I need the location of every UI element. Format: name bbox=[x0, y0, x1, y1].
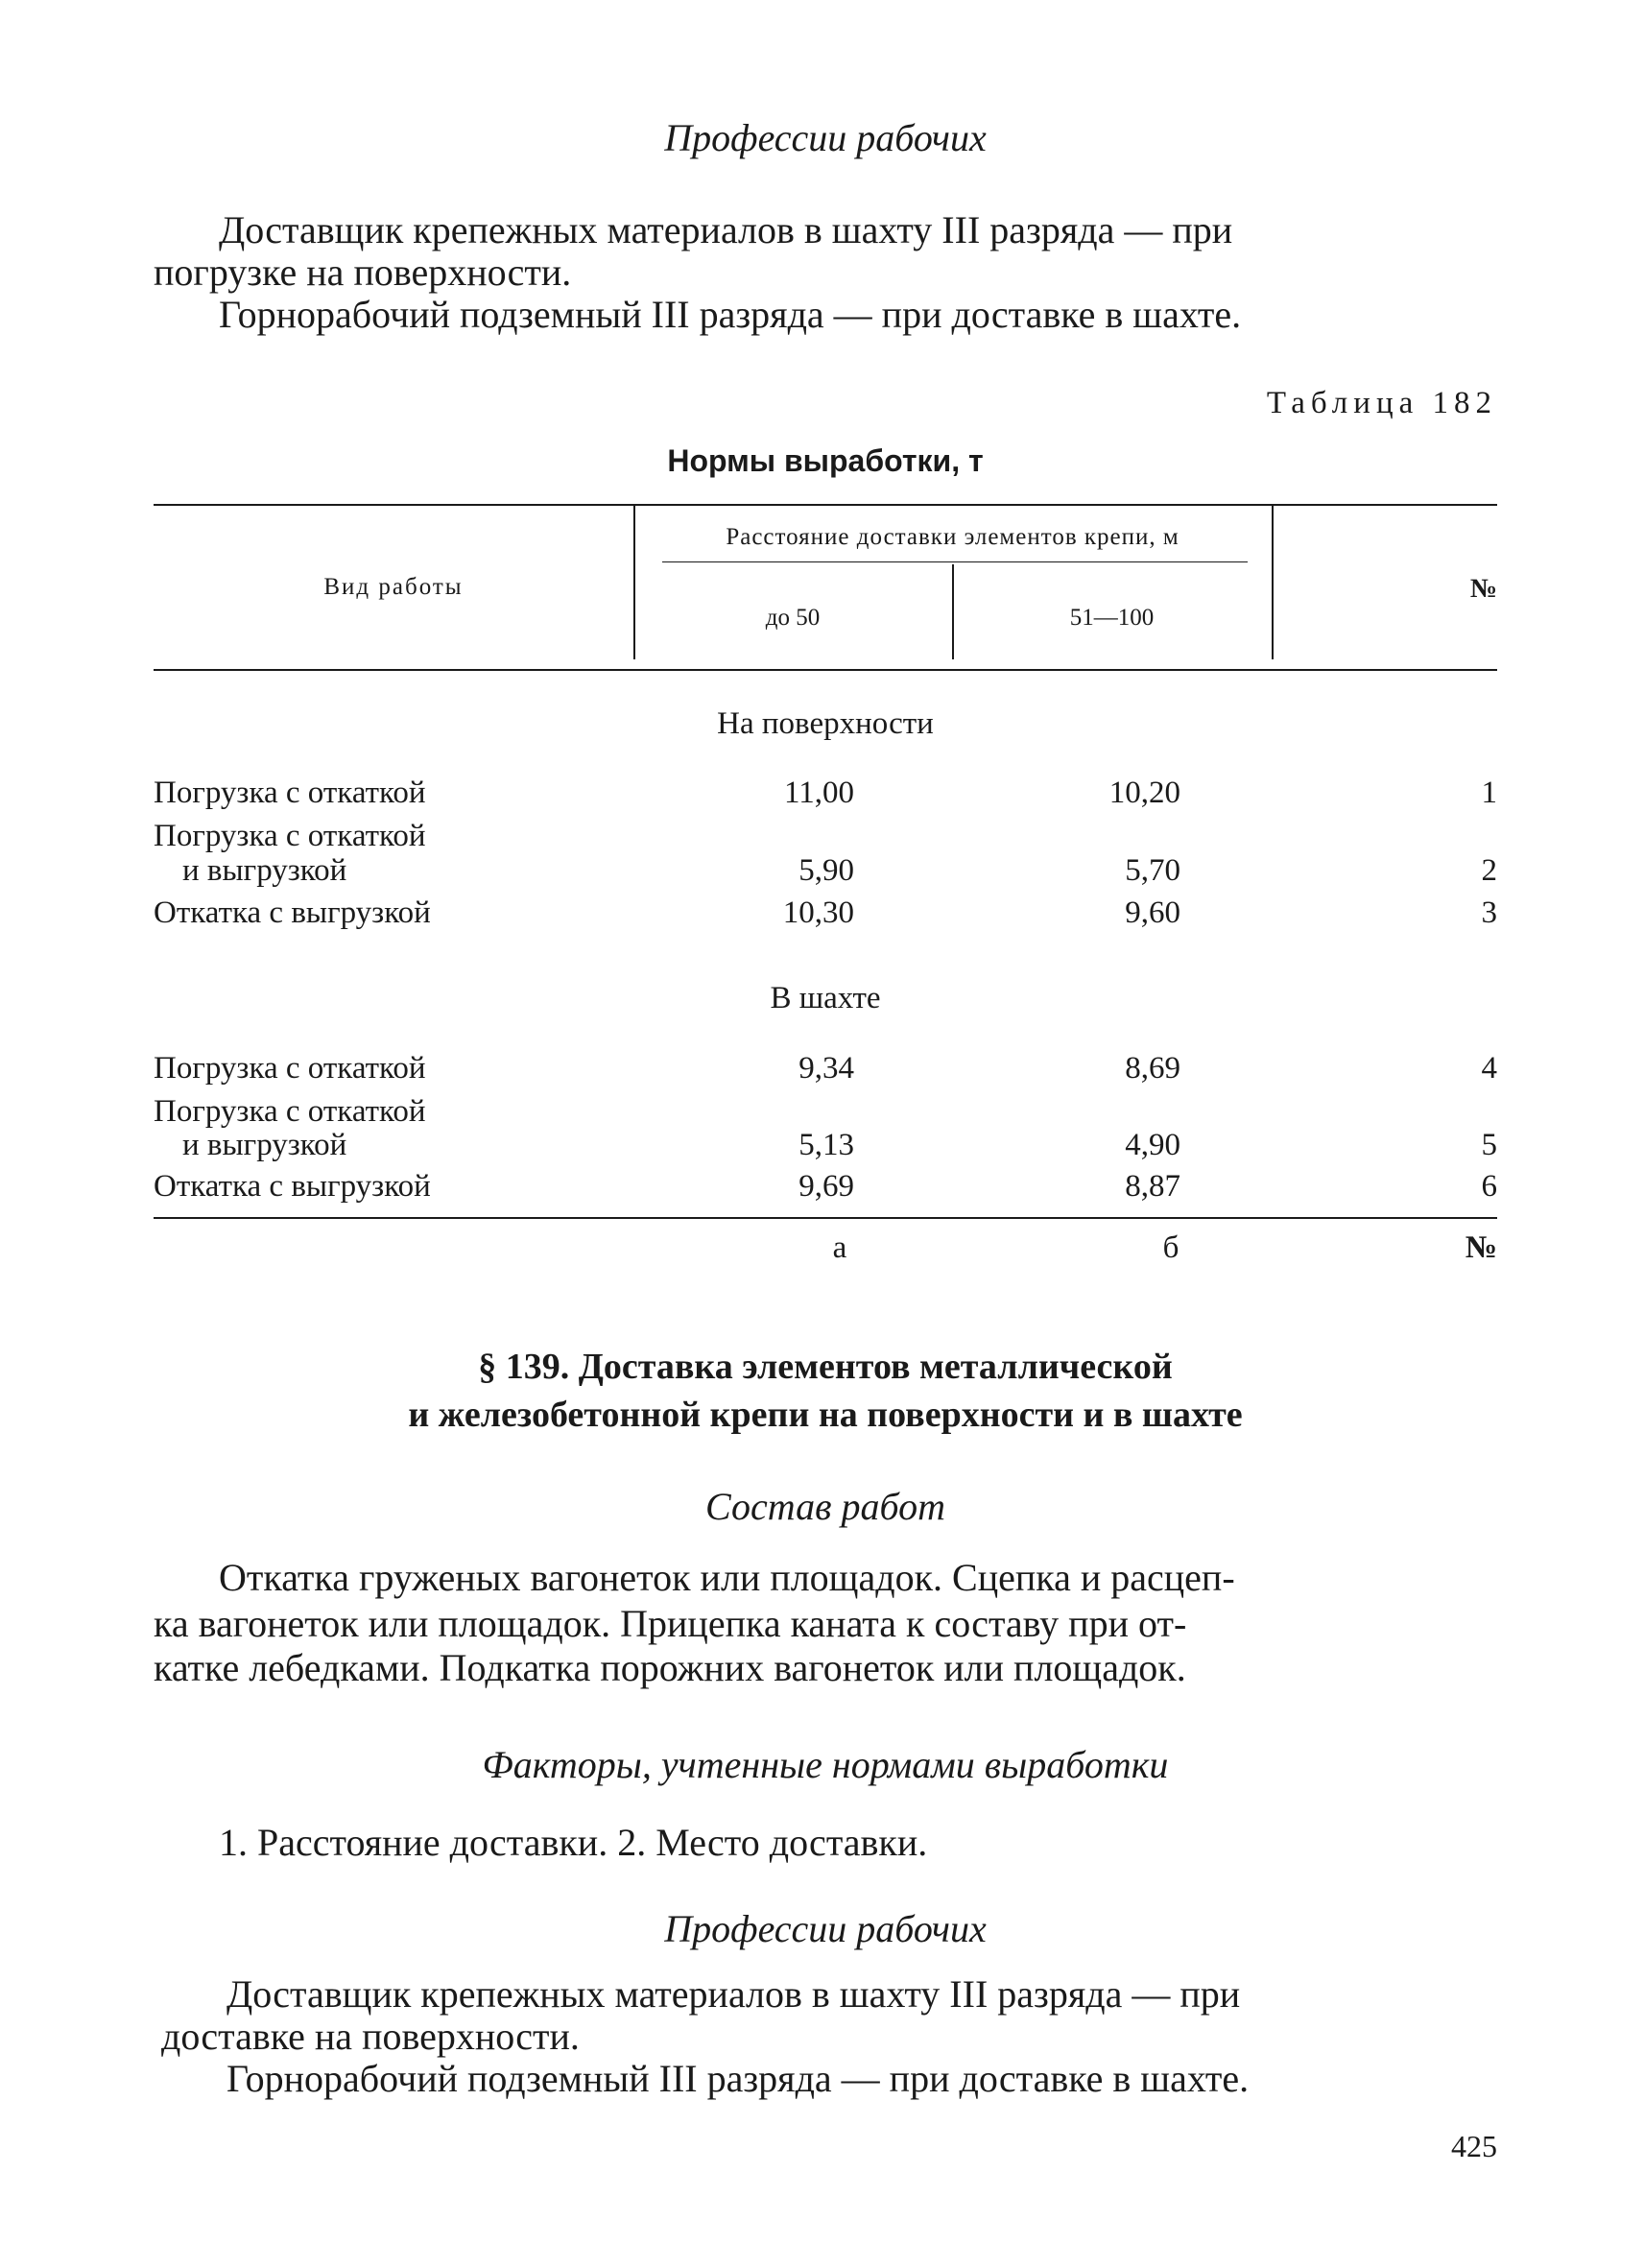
section-heading-line1: § 139. Доставка элементов металлической bbox=[478, 1347, 1173, 1387]
row-value-b: 9,60 bbox=[1125, 895, 1180, 930]
table-bottom-rule bbox=[154, 1217, 1497, 1219]
row-name: Откатка с выгрузкой bbox=[154, 895, 431, 930]
row-value-no: 2 bbox=[1481, 853, 1497, 888]
row-value-no: 1 bbox=[1481, 776, 1497, 810]
table-top-rule bbox=[154, 504, 1497, 506]
row-name: Погрузка с откаткой bbox=[154, 1051, 426, 1086]
composition-line1: Откатка груженых вагонеток или площадок. Сцепка и расцеп- bbox=[219, 1556, 1235, 1599]
row-name: Погрузка с откаткой bbox=[154, 819, 426, 853]
header-col-no: № bbox=[1469, 574, 1497, 604]
header-work-type: Вид работы bbox=[323, 574, 464, 600]
row-value-a: 9,69 bbox=[798, 1169, 854, 1204]
footer-col-a: а bbox=[832, 1230, 847, 1265]
footer-col-no: № bbox=[1465, 1230, 1497, 1265]
header-col-a: до 50 bbox=[765, 605, 821, 631]
footer-col-b: б bbox=[1162, 1230, 1179, 1265]
row-value-b: 8,69 bbox=[1125, 1051, 1180, 1086]
row-value-a: 10,30 bbox=[782, 895, 854, 930]
row-value-b: 4,90 bbox=[1125, 1128, 1180, 1162]
top-para1-line2: погрузке на поверхности. bbox=[154, 251, 572, 294]
professions-heading-top: Профессии рабочих bbox=[664, 116, 987, 159]
row-value-b: 8,87 bbox=[1125, 1169, 1180, 1204]
top-para1-line1: Доставщик крепежных материалов в шахту III разряда — при bbox=[219, 208, 1233, 251]
group-label-mine: В шахте bbox=[770, 981, 881, 1015]
group-label-surface: На поверхности bbox=[717, 706, 934, 741]
table-title: Нормы выработки, т bbox=[667, 443, 984, 478]
row-name-cont: и выгрузкой bbox=[182, 853, 347, 888]
factors-text: 1. Расстояние доставки. 2. Место доставки. bbox=[219, 1821, 928, 1864]
row-value-b: 5,70 bbox=[1125, 853, 1180, 888]
row-value-a: 5,13 bbox=[798, 1128, 854, 1162]
book-page bbox=[154, 0, 1497, 2268]
table-vrule-middle bbox=[952, 564, 954, 659]
composition-line3: катке лебедками. Подкатка порожних вагонеток или площадок. bbox=[154, 1646, 1186, 1689]
page-number: 425 bbox=[1451, 2129, 1497, 2163]
row-value-a: 5,90 bbox=[798, 853, 854, 888]
table-header-bottom-rule bbox=[154, 669, 1497, 671]
prof-line2: доставке на поверхности. bbox=[161, 2015, 580, 2058]
factors-heading: Факторы, учтенные нормами выработки bbox=[482, 1743, 1169, 1786]
header-subrule bbox=[662, 561, 1248, 562]
header-distance-group: Расстояние доставки элементов крепи, м bbox=[726, 524, 1179, 550]
row-value-a: 9,34 bbox=[798, 1051, 854, 1086]
row-value-no: 3 bbox=[1481, 895, 1497, 930]
row-name: Откатка с выгрузкой bbox=[154, 1169, 431, 1204]
professions-heading-bottom: Профессии рабочих bbox=[664, 1907, 987, 1950]
table-vrule-right bbox=[1272, 506, 1274, 659]
row-name: Погрузка с откаткой bbox=[154, 1094, 426, 1129]
top-para2: Горнорабочий подземный III разряда — при доставке в шахте. bbox=[219, 293, 1242, 336]
row-name: Погрузка с откаткой bbox=[154, 776, 426, 810]
row-value-b: 10,20 bbox=[1108, 776, 1180, 810]
row-name-cont: и выгрузкой bbox=[182, 1128, 347, 1162]
prof-line3: Горнорабочий подземный III разряда — при доставке в шахте. bbox=[226, 2057, 1250, 2100]
composition-line2: ка вагонеток или площадок. Прицепка каната к составу при от- bbox=[154, 1602, 1187, 1645]
row-value-no: 5 bbox=[1481, 1128, 1497, 1162]
header-col-b: 51—100 bbox=[1069, 605, 1155, 631]
row-value-a: 11,00 bbox=[783, 776, 854, 810]
composition-heading: Состав работ bbox=[705, 1485, 945, 1528]
table-vrule-left bbox=[633, 506, 635, 659]
section-heading-line2: и железобетонной крепи на поверхности и в шахте bbox=[408, 1395, 1243, 1435]
table-label: Таблица 182 bbox=[1266, 386, 1497, 420]
prof-line1: Доставщик крепежных материалов в шахту III разряда — при bbox=[226, 1972, 1241, 2016]
row-value-no: 4 bbox=[1481, 1051, 1497, 1086]
row-value-no: 6 bbox=[1481, 1169, 1497, 1204]
